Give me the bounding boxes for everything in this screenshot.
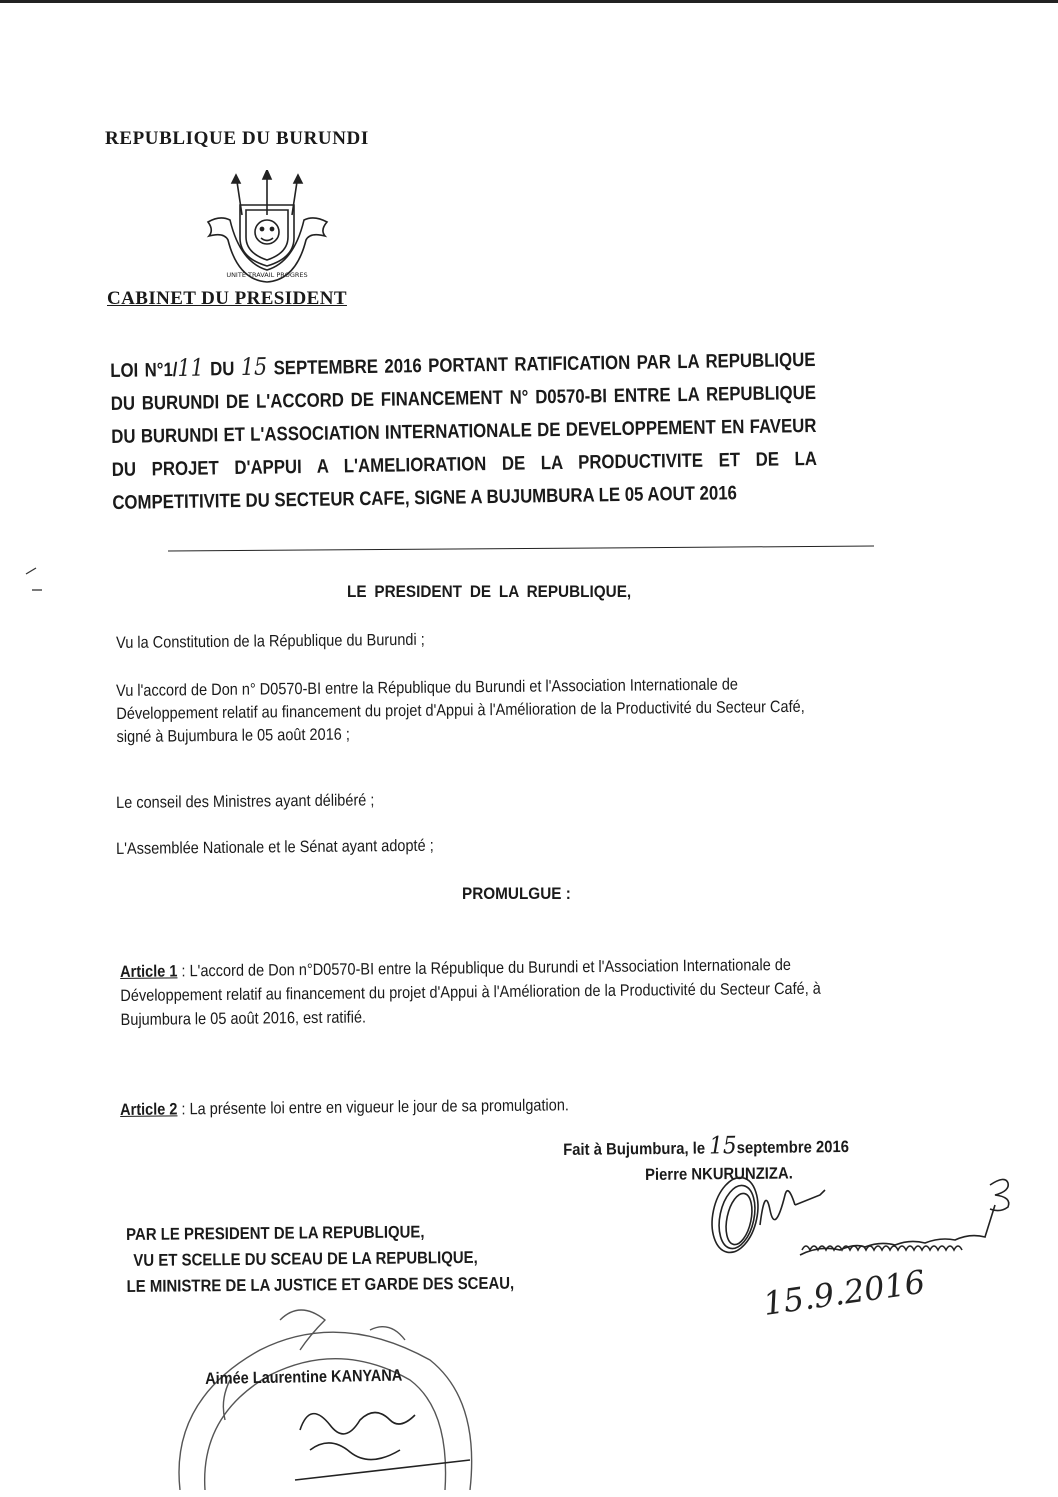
margin-marks (22, 560, 62, 610)
law-day-handwritten: 15 (240, 352, 268, 381)
president-name: Pierre NKURUNZIZA. (645, 1164, 793, 1184)
page-top-edge (0, 0, 1058, 3)
emblem-motto: UNITE TRAVAIL PROGRES (226, 271, 308, 279)
article-1-text: L'accord de Don n°D0570-BI entre la République du Burundi et l'Association Internationale de Développement relatif au financement du projet d'Appui à l'Amélioration de la Productivité du Secteur Café, à Bujumbura le 05 août 2016, est ratifié. (120, 955, 821, 1029)
law-title (110, 342, 818, 520)
republic-heading: REPUBLIQUE DU BURUNDI (105, 128, 369, 149)
law-title-part1: LOI N°1/ (110, 358, 178, 382)
fait-a-line (563, 1130, 849, 1161)
article-2: Article 2 : La présente loi entre en vigueur le jour de sa promulgation. (120, 1096, 569, 1119)
fait-day-handwritten: 15 (709, 1131, 737, 1160)
title-divider (168, 546, 874, 552)
preamble-vu-accord: Vu l'accord de Don n° D0570-BI entre la République du Burundi et l'Association Internationale de Développement relatif au financement du projet d'Appui à l'Amélioration de la Productivité du Secteur Café, signé à Bujumbura le 05 août 2016 ; (116, 675, 805, 746)
coat-of-arms-emblem (200, 170, 335, 285)
article-1: Article 1 : L'accord de Don n°D0570-BI entre la République du Burundi et l'Association Internationale de Développement relatif au financement du projet d'Appui à l'Amélioration de la Productivité du Secteur Café, à Bujumbura le 05 août 2016, est ratifié. (120, 955, 821, 1029)
countersign-block (126, 1219, 514, 1300)
article-1-label: Article 1 (120, 962, 178, 981)
minister-signature (290, 1390, 490, 1490)
article-2-text: La présente loi entre en vigueur le jour de sa promulgation. (189, 1096, 569, 1119)
preamble-conseil: Le conseil des Ministres ayant délibéré ; (116, 791, 375, 812)
preamble-vu-constitution: Vu la Constitution de la République du Burundi ; (116, 630, 425, 652)
countersign-line2: VU ET SCELLE DU SCEAU DE LA REPUBLIQUE, (133, 1247, 478, 1270)
countersign-line1: PAR LE PRESIDENT DE LA REPUBLIQUE, (126, 1222, 425, 1244)
preamble-assemblee: L'Assemblée Nationale et le Sénat ayant adopté ; (116, 836, 434, 858)
minister-name: Aimée Laurentine KANYANA (205, 1366, 403, 1388)
president-heading: LE PRESIDENT DE LA REPUBLIQUE, (347, 582, 632, 601)
cabinet-heading: CABINET DU PRESIDENT (107, 288, 347, 309)
fait-prefix: Fait à Bujumbura, le (563, 1139, 710, 1159)
countersign-line3: LE MINISTRE DE LA JUSTICE ET GARDE DES SCEAU, (126, 1273, 515, 1296)
president-signature (690, 1165, 1030, 1335)
fait-suffix: septembre 2016 (736, 1138, 850, 1158)
law-number-handwritten: 11 (177, 353, 204, 382)
article-2-label: Article 2 (120, 1100, 178, 1119)
signature-date-handwritten: 15.9.2016 (760, 1262, 928, 1323)
promulgue-heading: PROMULGUE : (462, 884, 571, 903)
law-title-part3: SEPTEMBRE 2016 PORTANT RATIFICATION PAR LA REPUBLIQUE DU BURUNDI DE L'ACCORD DE FINANCEMENT N° D0570-BI ENTRE LA REPUBLIQUE DU BURUNDI ET L'ASSOCIATION INTERNATIONALE DE DEVELOPPEMENT EN FAVEUR DU PROJET D'APPUI A L'AMELIORATION DE LA PRODUCTIVITE ET DE LA COMPETITIVITE DU SECTEUR CAFE, SIGNE A BUJUMBURA LE 05 AOUT 2016 (110, 348, 818, 514)
law-title-part2: DU (203, 357, 242, 381)
